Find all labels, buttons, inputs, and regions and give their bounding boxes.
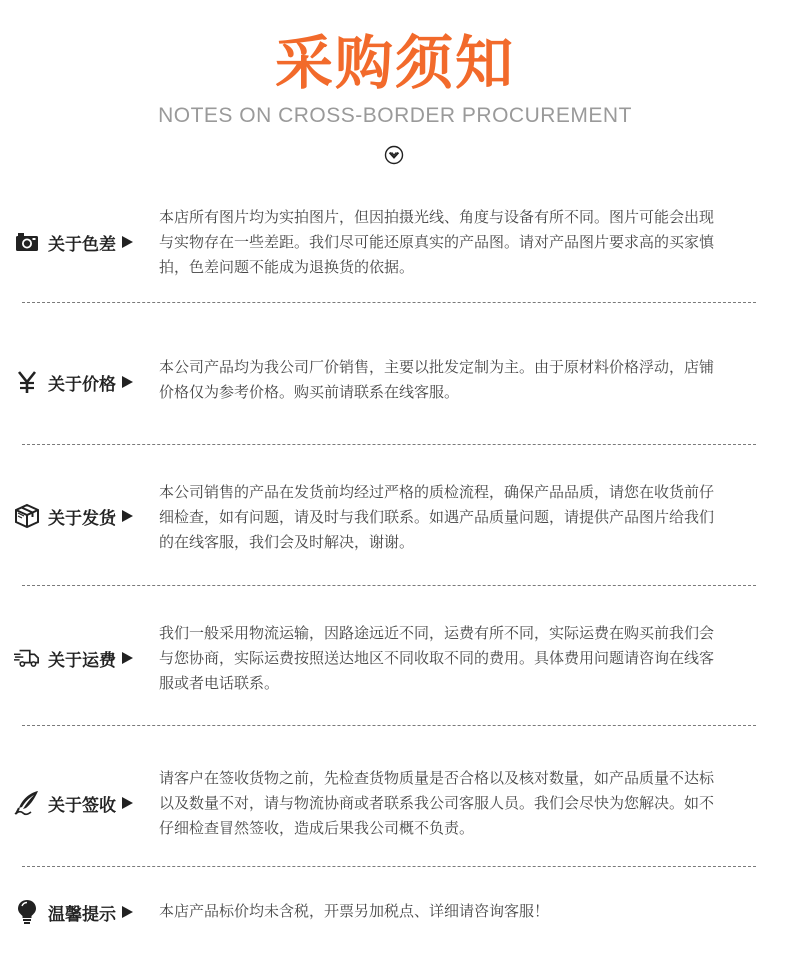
section-label-text: 关于价格 bbox=[48, 374, 116, 395]
section-label-price bbox=[14, 369, 133, 395]
section-label-shipping bbox=[14, 503, 133, 529]
lightbulb-icon bbox=[14, 899, 40, 925]
play-arrow-icon bbox=[122, 510, 133, 522]
play-arrow-icon bbox=[122, 906, 133, 918]
section-label-text: 关于色差 bbox=[48, 234, 116, 255]
yen-icon bbox=[14, 369, 40, 395]
section-text-receipt: 请客户在签收货物之前，先检查货物质量是否合格以及核对数量，如产品质量不达标以及数量不对，请与物流协商或者联系我公司客服人员。我们会尽快为您解决。如不仔细检查冒然签收，造成后果我公司概不负责。 bbox=[159, 769, 715, 837]
section-label-text: 关于签收 bbox=[48, 795, 116, 816]
package-icon bbox=[14, 503, 40, 529]
section-label-freight bbox=[14, 645, 133, 671]
section-label-text: 关于发货 bbox=[48, 508, 116, 529]
quill-pen-icon bbox=[14, 790, 40, 816]
page-title: 采购须知 bbox=[274, 29, 515, 97]
section-text-tips: 本店产品标价均未含税，开票另加税点、详细请咨询客服！ bbox=[159, 902, 550, 920]
section-text-shipping: 本公司销售的产品在发货前均经过严格的质检流程，确保产品品质，请您在收货前仔细检查，如有问题，请及时与我们联系。如遇产品质量问题，请提供产品图片给我们的在线客服，我们会及时解决，谢谢。 bbox=[159, 483, 715, 551]
divider bbox=[22, 725, 756, 726]
section-label-tips bbox=[14, 899, 133, 925]
play-arrow-icon bbox=[122, 652, 133, 664]
camera-icon bbox=[14, 229, 40, 255]
divider bbox=[22, 585, 756, 586]
divider bbox=[22, 302, 756, 303]
section-text-color-difference: 本店所有图片均为实拍图片，但因拍摄光线、角度与设备有所不同。图片可能会出现与实物存在一些差距。我们尽可能还原真实的产品图。请对产品图片要求高的买家慎拍，色差问题不能成为退换货的依据。 bbox=[159, 208, 715, 276]
play-arrow-icon bbox=[122, 797, 133, 809]
section-text-freight: 我们一般采用物流运输，因路途远近不同，运费有所不同，实际运费在购买前我们会与您协商，实际运费按照送达地区不同收取不同的费用。具体费用问题请咨询在线客服或者电话联系。 bbox=[159, 624, 715, 692]
section-label-color-difference bbox=[14, 229, 133, 255]
section-label-text: 关于运费 bbox=[48, 650, 116, 671]
section-text-price: 本公司产品均为我公司厂价销售，主要以批发定制为主。由于原材料价格浮动，店铺价格仅为参考价格。购买前请联系在线客服。 bbox=[159, 358, 715, 401]
play-arrow-icon bbox=[122, 376, 133, 388]
divider bbox=[22, 444, 756, 445]
section-label-receipt bbox=[14, 790, 133, 816]
chevron-down-icon bbox=[384, 145, 404, 165]
page-subtitle: NOTES ON CROSS-BORDER PROCUREMENT bbox=[158, 104, 632, 127]
divider bbox=[22, 866, 756, 867]
play-arrow-icon bbox=[122, 236, 133, 248]
section-label-text: 温馨提示 bbox=[48, 904, 116, 925]
truck-icon bbox=[14, 645, 40, 671]
